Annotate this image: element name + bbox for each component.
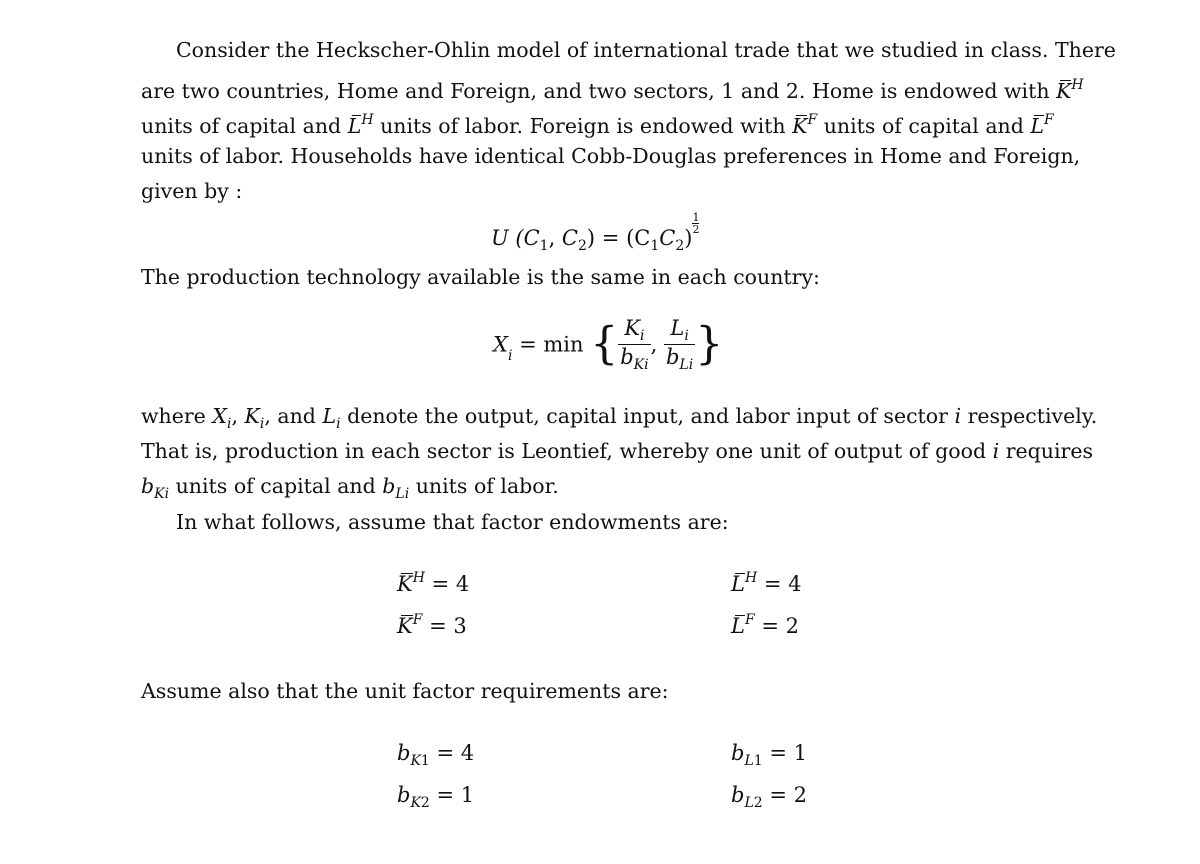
paragraph-1-line-4	[141, 144, 1081, 168]
text: That is, production in each sector is Leontief, whereby one unit of output of good	[141, 439, 987, 463]
text: and	[277, 404, 316, 428]
math-K-bar-F: K	[792, 114, 808, 138]
paragraph-1-line-5	[141, 179, 1059, 203]
requirement-bK1: $b_{K1} = 4$	[397, 741, 475, 769]
text: where	[141, 404, 206, 428]
paragraph-3-line-3: $b_{Ki}$ units of capital and $b_{Li}$ units of labor.	[141, 474, 559, 502]
requirement-bL2: $b_{L2} = 2$	[731, 783, 807, 811]
text: respectively.	[967, 404, 1098, 428]
text: units of labor. Foreign is endowed with	[380, 114, 786, 138]
endowment-KF: $K^F = 3$	[397, 612, 467, 638]
text: requires	[1005, 439, 1093, 463]
text: are two countries, Home and Foreign, and two sectors, 1 and 2. Home is endowed with	[141, 79, 1050, 103]
paragraph-1-line-2: are two countries, Home and Foreign, and two sectors, 1 and 2. Home is endowed with $K^H$	[141, 77, 1084, 103]
paragraph-1-line-1	[176, 38, 1116, 62]
text: units of labor. Households have identical Cobb-Douglas preferences in Home and Foreign,	[141, 144, 1081, 168]
math-L-bar-H: L	[347, 114, 362, 138]
text: units of labor.	[415, 474, 559, 498]
production-equation: $X_i = \min$ { $\frac{K_i}{b_{Ki}}$ , $\frac{L_i}{b_{Li}}$ }	[493, 316, 724, 373]
text: Consider the Heckscher-Ohlin model of international trade that we studied in class. There	[176, 38, 1116, 62]
utility-equation: U ($C_1$, $C_2) = (C_1C_2)$ $\frac{1}{2}$	[491, 211, 700, 254]
text: units of capital and	[175, 474, 376, 498]
paragraph-5-line-1	[141, 679, 1059, 703]
endowment-LH: $L^H = 4$	[731, 570, 802, 596]
endowment-LF: $L^F = 2$	[731, 612, 799, 638]
paragraph-3-line-2: That is, production in each sector is Leontief, whereby one unit of output of good i requires	[141, 439, 1093, 463]
paragraph-4-line-1	[176, 510, 1059, 534]
text: given by :	[141, 179, 243, 203]
text: Assume also that the unit factor requirements are:	[141, 679, 669, 703]
endowment-KH: $K^H = 4$	[397, 570, 470, 596]
text: The production technology available is the same in each country:	[141, 265, 820, 289]
math-K-bar-H: K	[1056, 79, 1072, 103]
paragraph-1-line-3: units of capital and $L^H$ units of labor. Foreign is endowed with $K^F$ units of capital and $L^F$	[141, 112, 1054, 138]
requirement-bL1: $b_{L1} = 1$	[731, 741, 807, 769]
paragraph-3-line-1: where $X_i$, $K_i$, and $L_i$ denote the output, capital input, and labor input of sector i respectively.	[141, 404, 1098, 432]
requirement-bK2: $b_{K2} = 1$	[397, 783, 475, 811]
text: units of capital and	[141, 114, 342, 138]
paragraph-2-line-1	[141, 265, 1059, 289]
text: denote the output, capital input, and labor input of sector	[347, 404, 948, 428]
text: In what follows, assume that factor endowments are:	[176, 510, 729, 534]
math-L-bar-F: L	[1030, 114, 1045, 138]
text: units of capital and	[823, 114, 1024, 138]
